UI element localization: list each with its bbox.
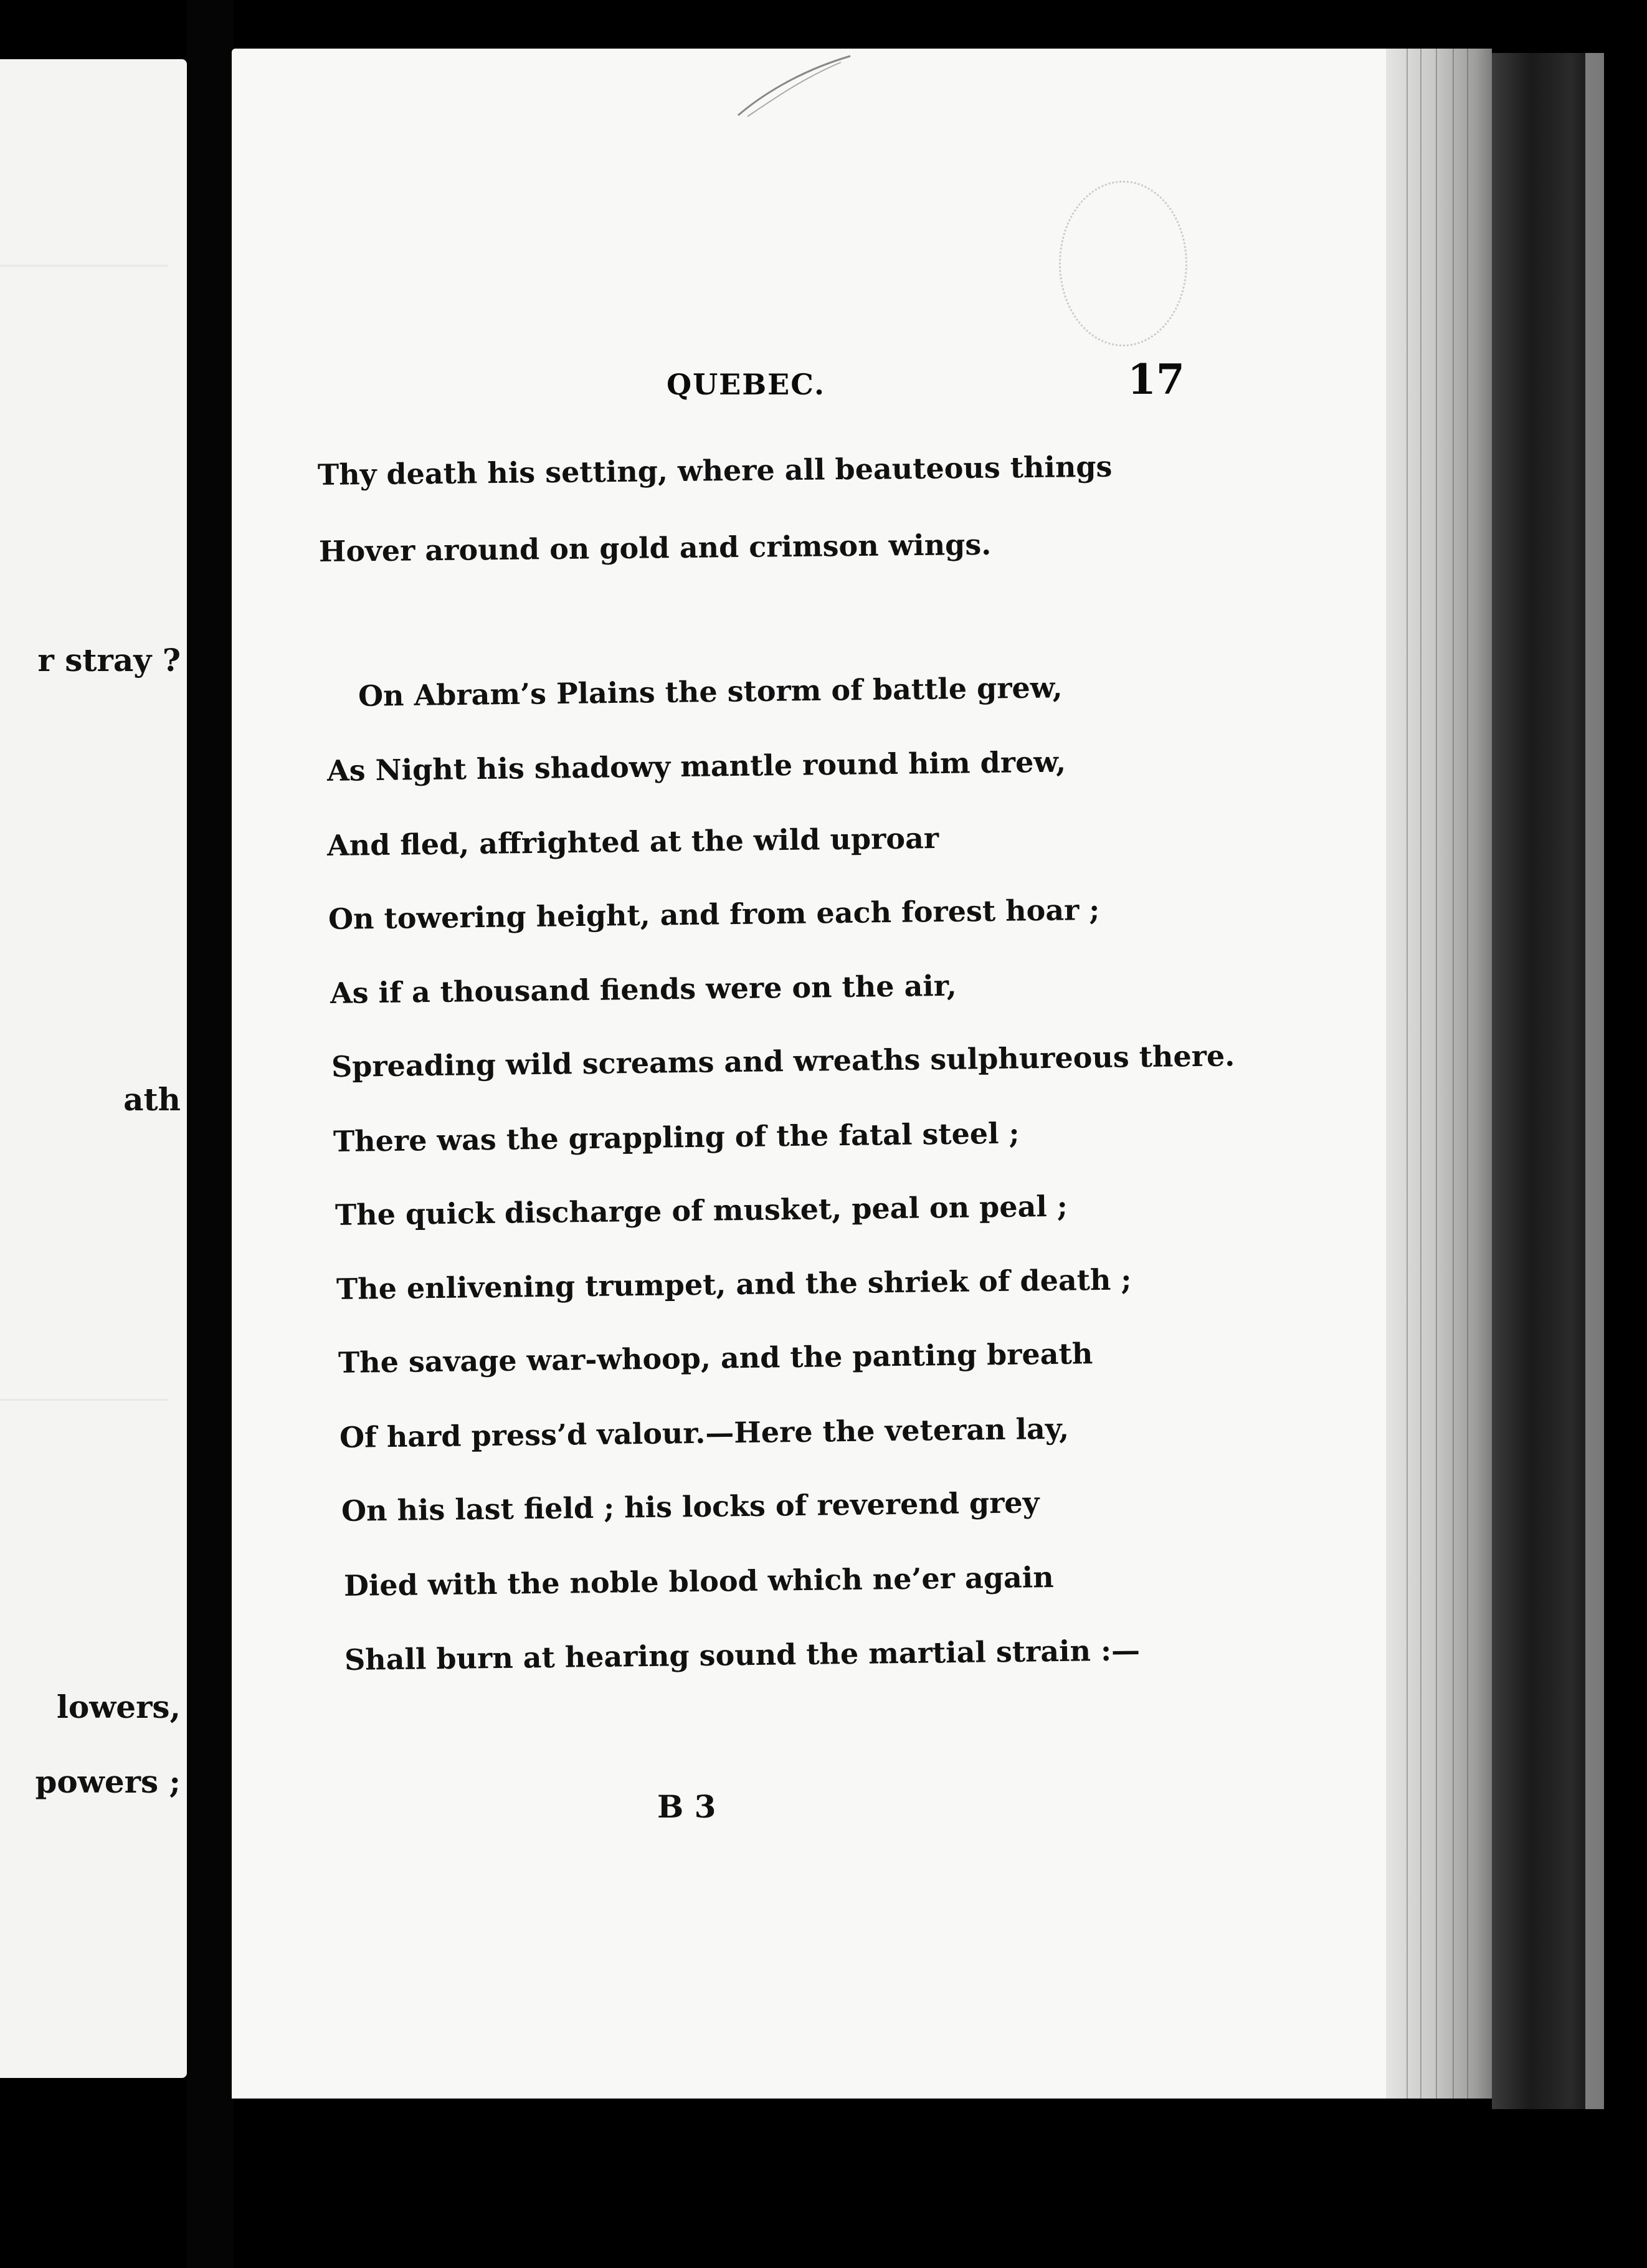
poem-line: Spreading wild screams and wreaths sulphureous there. [331,1039,1235,1084]
book-binding-edge [1492,53,1604,2109]
facing-page-text-fragment: ath [123,1081,181,1118]
facing-page-text-fragment: lowers, [56,1689,181,1725]
poem-line: Shall burn at hearing sound the martial strain :— [344,1633,1141,1677]
poem-line: The enlivening trumpet, and the shriek of death ; [336,1262,1132,1306]
poem-line: On towering height, and from each forest hoar ; [328,892,1100,936]
facing-page-text-fragment: powers ; [35,1763,181,1800]
poem-line: Died with the noble blood which ne’er again [343,1560,1054,1603]
show-through-stamp [1059,181,1187,346]
poem-line: As Night his shadowy mantle round him drew, [326,745,1066,788]
poem-line: Of hard press’d valour.—Here the veteran lay, [339,1411,1070,1454]
printer-signature-mark: B 3 [657,1788,716,1825]
poem-line: On his last field ; his locks of reverend grey [341,1485,1040,1528]
pencil-mark-icon [735,53,853,122]
poem-line: As if a thousand fiends were on the air, [330,968,957,1010]
book-page-right [232,49,1418,2099]
book-gutter [187,0,234,2268]
poem-line: And fled, affrighted at the wild uproar [326,821,939,862]
show-through-rule [0,1399,168,1401]
poem-line: Thy death his setting, where all beauteous things [317,449,1113,492]
running-head: QUEBEC. [667,368,826,401]
poem-line: The savage war-whoop, and the panting breath [338,1336,1093,1379]
facing-page-left [0,59,187,2078]
show-through-rule [0,265,168,267]
page-number: 17 [1127,355,1185,404]
facing-page-text-fragment: r stray ? [37,642,181,679]
poem-line: On Abram’s Plains the storm of battle grew, [358,670,1063,713]
poem-line: The quick discharge of musket, peal on peal ; [335,1189,1068,1232]
poem-line: Hover around on gold and crimson wings. [318,527,992,568]
poem-line: There was the grappling of the fatal steel ; [333,1116,1020,1158]
page-edge-lines [1402,49,1476,2099]
